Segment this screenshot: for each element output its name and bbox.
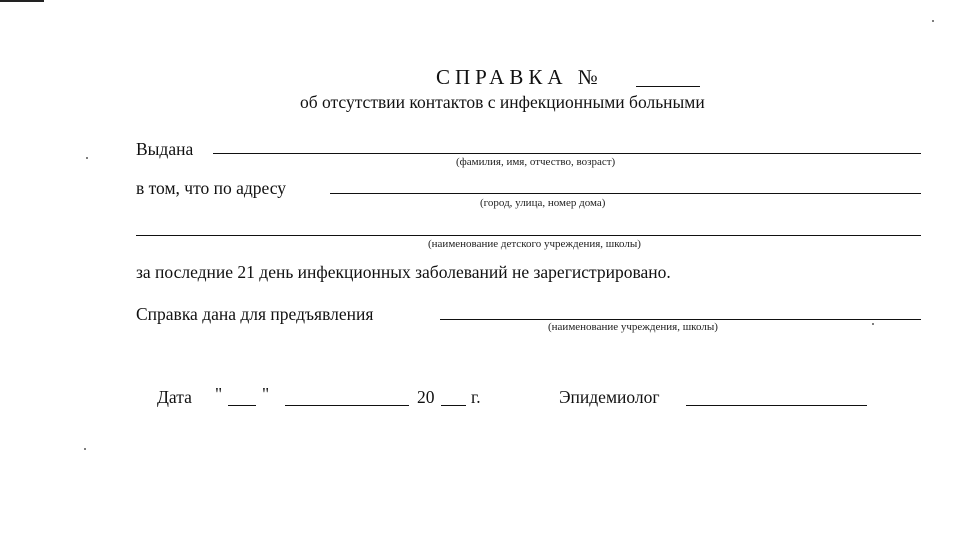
- scan-speck: [84, 448, 86, 450]
- year-prefix: 20: [417, 387, 435, 407]
- address-hint: (город, улица, номер дома): [480, 197, 606, 209]
- year-suffix: г.: [471, 387, 481, 407]
- address-label: в том, что по адресу: [136, 178, 287, 198]
- document-title: СПРАВКА №: [436, 65, 603, 89]
- institution-field[interactable]: [136, 235, 921, 236]
- scan-speck: [872, 323, 874, 325]
- institution-hint: (наименование детского учреждения, школы): [428, 238, 641, 250]
- scan-speck: [932, 20, 934, 22]
- signature-field[interactable]: [686, 405, 867, 406]
- month-field[interactable]: [285, 405, 409, 406]
- address-field[interactable]: [330, 193, 921, 194]
- presented-hint: (наименование учреждения, школы): [548, 321, 718, 333]
- day-field[interactable]: [228, 405, 256, 406]
- quote-open: ": [215, 384, 223, 404]
- quote-close: ": [262, 384, 270, 404]
- corner-scan-mark: [0, 0, 44, 2]
- date-label: Дата: [157, 387, 192, 407]
- signer-label: Эпидемиолог: [559, 387, 660, 407]
- document-subtitle: об отсутствии контактов с инфекционными больными: [300, 92, 705, 112]
- issued-hint: (фамилия, имя, отчество, возраст): [456, 156, 616, 168]
- statement-text: за последние 21 день инфекционных заболеваний не зарегистрировано.: [136, 262, 671, 282]
- scan-speck: [86, 157, 88, 159]
- issued-to-field[interactable]: [213, 153, 921, 154]
- year-field[interactable]: [441, 405, 466, 406]
- presented-label: Справка дана для предъявления: [136, 304, 374, 324]
- certificate-number-field[interactable]: [636, 86, 700, 87]
- issued-label: Выдана: [136, 139, 194, 159]
- presented-to-field[interactable]: [440, 319, 921, 320]
